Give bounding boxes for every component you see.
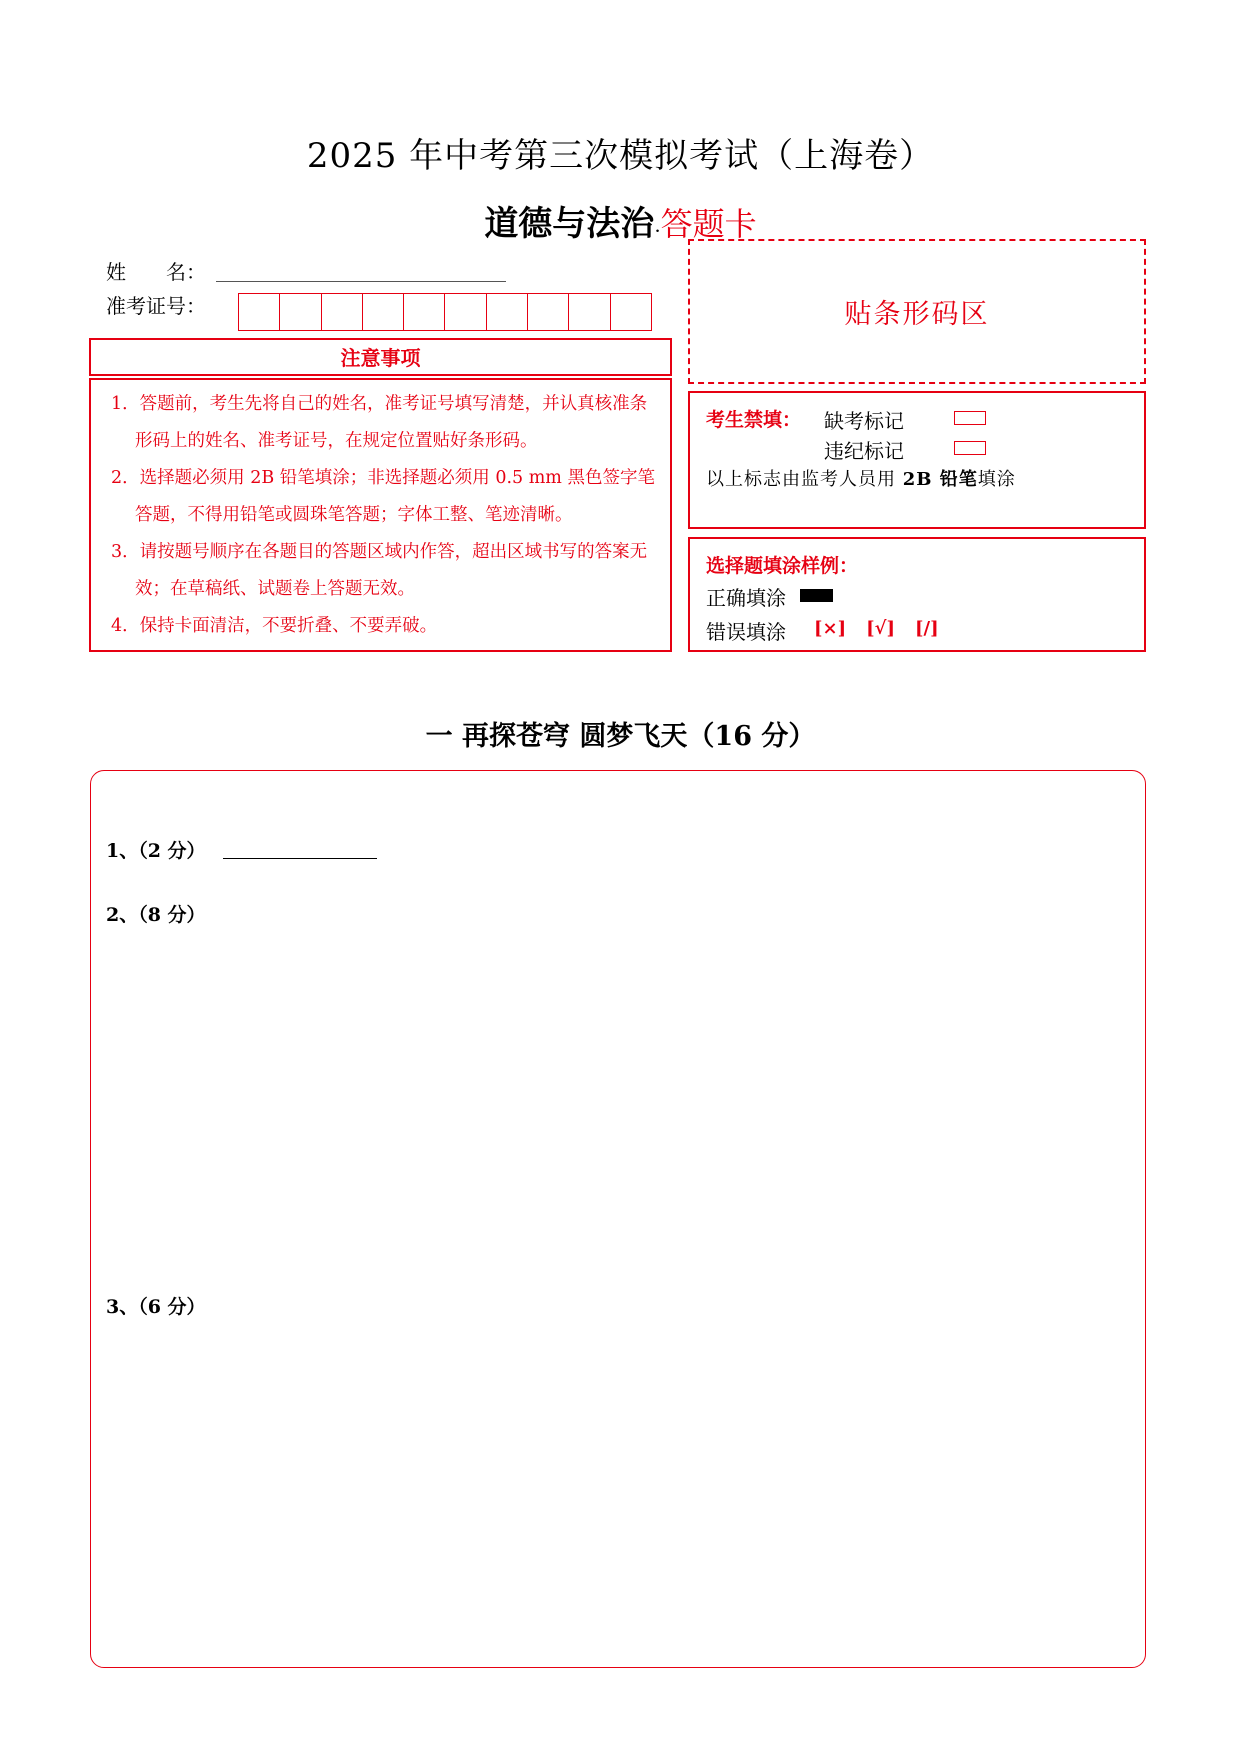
correct-fill-sample — [800, 589, 833, 602]
examiner-only-label: 考生禁填： — [706, 409, 802, 431]
examiner-note-bold: 2B 铅笔 — [902, 469, 978, 490]
wrong-mark-check: [√] — [866, 618, 895, 639]
fill-sample-heading: 选择题填涂样例： — [706, 555, 859, 577]
id-cell[interactable] — [322, 294, 363, 330]
exam-id-grid[interactable] — [238, 293, 652, 331]
name-label: 姓 名： — [106, 260, 206, 284]
id-cell[interactable] — [528, 294, 569, 330]
wrong-mark-cross: [×] — [814, 618, 847, 639]
examiner-note — [706, 465, 1016, 491]
id-cell[interactable] — [363, 294, 404, 330]
wrong-fill-samples — [814, 618, 939, 639]
subject-title: 道德与法治 — [484, 204, 655, 244]
examiner-note-suffix: 填涂 — [977, 469, 1016, 490]
id-cell[interactable] — [445, 294, 486, 330]
answer-area[interactable] — [90, 770, 1146, 1668]
id-label: 准考证号： — [106, 294, 206, 318]
id-cell[interactable] — [239, 294, 280, 330]
examiner-only-box — [688, 391, 1146, 529]
exam-title: 2025 年中考第三次模拟考试（上海卷） — [306, 136, 935, 176]
id-cell[interactable] — [280, 294, 321, 330]
notice-box — [89, 378, 672, 652]
absent-mark-label: 缺考标记 — [824, 409, 904, 433]
correct-fill-label: 正确填涂 — [706, 586, 786, 610]
id-cell[interactable] — [404, 294, 445, 330]
subtitle-line — [0, 196, 1241, 245]
notice-heading: 注意事项 — [89, 338, 672, 376]
id-cell[interactable] — [569, 294, 610, 330]
question-1-answer-line[interactable] — [223, 858, 377, 859]
question-3-label: 3、（6 分） — [106, 1296, 206, 1318]
absent-mark-box[interactable] — [954, 411, 986, 425]
question-1-label: 1、（2 分） — [106, 840, 206, 862]
notice-item: 4．保持卡面清洁，不要折叠、不要弄破。 — [111, 616, 438, 636]
section-title: 一 再探苍穹 圆梦飞天（16 分） — [425, 721, 816, 752]
question-2-label: 2、（8 分） — [106, 904, 206, 926]
id-cell[interactable] — [487, 294, 528, 330]
violation-mark-box[interactable] — [954, 441, 986, 455]
card-type-label: 答题卡 — [660, 205, 757, 243]
subtitle-separator: · — [654, 218, 661, 243]
violation-mark-label: 违纪标记 — [824, 439, 904, 463]
notice-item: 3．请按题号顺序在各题目的答题区域内作答，超出区域书写的答案无效；在草稿纸、试题卷上答题无效。 — [111, 542, 648, 599]
name-field[interactable] — [216, 281, 506, 282]
wrong-mark-slash: [/] — [915, 618, 939, 639]
wrong-fill-label: 错误填涂 — [706, 620, 786, 644]
examiner-note-prefix: 以上标志由监考人员用 — [706, 469, 903, 490]
id-cell[interactable] — [611, 294, 651, 330]
notice-item: 1．答题前，考生先将自己的姓名，准考证号填写清楚，并认真核准条形码上的姓名、准考证号，在规定位置贴好条形码。 — [111, 394, 648, 451]
barcode-area — [688, 239, 1146, 384]
notice-item: 2．选择题必须用 2B 铅笔填涂；非选择题必须用 0.5 mm 黑色签字笔答题，不得用铅笔或圆珠笔答题；字体工整、笔迹清晰。 — [111, 468, 655, 525]
barcode-label: 贴条形码区 — [844, 299, 990, 330]
fill-sample-box — [688, 537, 1146, 652]
